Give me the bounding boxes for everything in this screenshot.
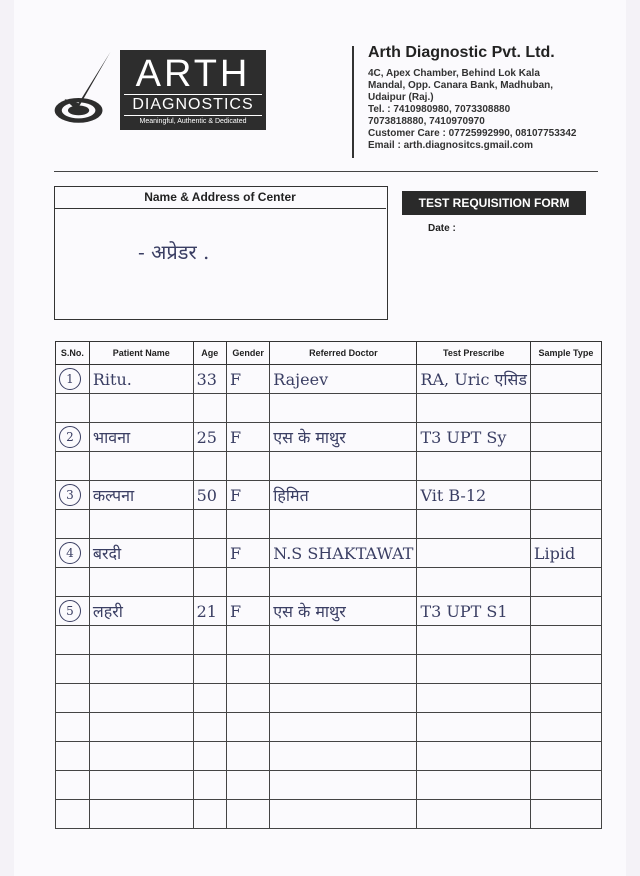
cell-doctor: [270, 510, 417, 539]
cell-test: RA, Uric एसिड: [417, 365, 530, 394]
cell-sample: [530, 655, 601, 684]
company-address: [368, 68, 577, 152]
cell-doctor: N.S SHAKTAWAT: [270, 539, 417, 568]
cell-sno: [56, 510, 90, 539]
sno-value: 4: [59, 542, 81, 564]
cell-age: [193, 800, 226, 829]
cell-name: लहरी: [89, 597, 193, 626]
cell-gender: [226, 626, 269, 655]
table-row: [56, 597, 602, 626]
cell-sno: [56, 568, 90, 597]
table-row: [56, 684, 602, 713]
col-sample-type: Sample Type: [530, 342, 601, 365]
cell-sno: [56, 597, 90, 626]
cell-sample: [530, 481, 601, 510]
table-row: [56, 568, 602, 597]
cell-test: [417, 568, 530, 597]
cell-gender: [226, 800, 269, 829]
cell-gender: [226, 742, 269, 771]
sno-value: 2: [59, 426, 81, 448]
cell-sample: [530, 771, 601, 800]
cell-gender: [226, 684, 269, 713]
cell-sample: [530, 713, 601, 742]
cell-gender: [226, 510, 269, 539]
cell-name: [89, 452, 193, 481]
cell-sno: [56, 655, 90, 684]
table-row: [56, 626, 602, 655]
cell-sno: [56, 742, 90, 771]
cell-doctor: [270, 771, 417, 800]
cell-gender: [226, 394, 269, 423]
sno-value: 5: [59, 600, 81, 622]
table-row: [56, 742, 602, 771]
cell-name: [89, 568, 193, 597]
logo-arth: ARTH: [135, 53, 251, 95]
cell-age: 25: [193, 423, 226, 452]
center-heading: Name & Address of Center: [54, 186, 386, 209]
cell-name: [89, 713, 193, 742]
cell-test: [417, 713, 530, 742]
cell-gender: [226, 568, 269, 597]
col-test-prescribe: Test Prescribe: [417, 342, 530, 365]
cell-sno: [56, 800, 90, 829]
cell-doctor: [270, 655, 417, 684]
cell-age: [193, 771, 226, 800]
cell-sample: [530, 423, 601, 452]
cell-age: [193, 452, 226, 481]
cell-test: [417, 684, 530, 713]
cell-doctor: एस के माथुर: [270, 423, 417, 452]
address-line: Udaipur (Raj.): [368, 92, 434, 103]
cell-age: 50: [193, 481, 226, 510]
cell-name: [89, 742, 193, 771]
cell-sample: Lipid: [530, 539, 601, 568]
logo-wordmark: [120, 50, 266, 130]
table-row: [56, 655, 602, 684]
cell-doctor: [270, 568, 417, 597]
cell-sample: [530, 626, 601, 655]
address-line: 4C, Apex Chamber, Behind Lok Kala: [368, 68, 540, 79]
cell-gender: F: [226, 597, 269, 626]
cell-name: [89, 771, 193, 800]
cell-name: [89, 655, 193, 684]
email-line: Email : arth.diagnositcs.gmail.com: [368, 140, 534, 151]
cell-sample: [530, 365, 601, 394]
sno-value: 3: [59, 484, 81, 506]
cell-age: [193, 394, 226, 423]
cell-name: [89, 626, 193, 655]
cell-age: 33: [193, 365, 226, 394]
cell-doctor: हिमित: [270, 481, 417, 510]
cell-doctor: [270, 394, 417, 423]
table-header-row: [56, 342, 602, 365]
cell-sno: [56, 684, 90, 713]
cell-test: T3 UPT Sy: [417, 423, 530, 452]
cell-sample: [530, 800, 601, 829]
table-row: [56, 800, 602, 829]
cell-sample: [530, 742, 601, 771]
cell-doctor: एस के माथुर: [270, 597, 417, 626]
cell-sno: [56, 365, 90, 394]
header-divider: [352, 46, 354, 158]
col-sno: S.No.: [56, 342, 90, 365]
customer-care-line: Customer Care : 07725992990, 08107753342: [368, 128, 577, 139]
cell-test: [417, 771, 530, 800]
address-line: Mandal, Opp. Canara Bank, Madhuban,: [368, 80, 554, 91]
cell-doctor: [270, 800, 417, 829]
cell-doctor: [270, 713, 417, 742]
logo-tagline: Meaningful, Authentic & Dedicated: [139, 118, 247, 125]
header-rule: [54, 171, 598, 172]
table-row: [56, 481, 602, 510]
logo-diagnostics: DIAGNOSTICS: [124, 94, 262, 116]
cell-test: Vit B-12: [417, 481, 530, 510]
cell-name: भावना: [89, 423, 193, 452]
cell-age: [193, 713, 226, 742]
cell-doctor: Rajeev: [270, 365, 417, 394]
cell-test: [417, 626, 530, 655]
cell-sno: [56, 394, 90, 423]
cell-doctor: [270, 684, 417, 713]
cell-age: [193, 539, 226, 568]
table-row: [56, 394, 602, 423]
cell-test: [417, 539, 530, 568]
cell-age: [193, 510, 226, 539]
cell-doctor: [270, 742, 417, 771]
cell-sno: [56, 626, 90, 655]
cell-sno: [56, 423, 90, 452]
col-age: Age: [193, 342, 226, 365]
cell-age: [193, 742, 226, 771]
cell-test: [417, 510, 530, 539]
company-name: Arth Diagnostic Pvt. Ltd.: [368, 44, 555, 61]
table-row: [56, 771, 602, 800]
cell-sno: [56, 713, 90, 742]
cell-test: T3 UPT S1: [417, 597, 530, 626]
phone-line: 7073818880, 7410970970: [368, 116, 485, 127]
cell-gender: F: [226, 365, 269, 394]
cell-age: 21: [193, 597, 226, 626]
cell-sample: [530, 568, 601, 597]
cell-age: [193, 626, 226, 655]
cell-gender: F: [226, 423, 269, 452]
col-gender: Gender: [226, 342, 269, 365]
col-patient-name: Patient Name: [89, 342, 193, 365]
cell-doctor: [270, 626, 417, 655]
cell-gender: [226, 655, 269, 684]
cell-age: [193, 684, 226, 713]
phone-line: Tel. : 7410980980, 7073308880: [368, 104, 511, 115]
sno-value: 1: [59, 368, 81, 390]
table-row: [56, 510, 602, 539]
col-referred-doctor: Referred Doctor: [270, 342, 417, 365]
cell-test: [417, 742, 530, 771]
cell-gender: [226, 713, 269, 742]
target-check-icon: [52, 48, 114, 132]
cell-age: [193, 655, 226, 684]
cell-test: [417, 394, 530, 423]
date-label: Date :: [428, 223, 456, 234]
cell-test: [417, 655, 530, 684]
cell-sample: [530, 510, 601, 539]
cell-gender: [226, 771, 269, 800]
cell-age: [193, 568, 226, 597]
cell-gender: F: [226, 539, 269, 568]
cell-sample: [530, 394, 601, 423]
cell-sno: [56, 539, 90, 568]
cell-name: कल्पना: [89, 481, 193, 510]
table-row: [56, 539, 602, 568]
cell-sample: [530, 684, 601, 713]
cell-name: बरदी: [89, 539, 193, 568]
cell-name: [89, 510, 193, 539]
cell-gender: [226, 452, 269, 481]
cell-name: Ritu.: [89, 365, 193, 394]
cell-gender: F: [226, 481, 269, 510]
cell-name: [89, 684, 193, 713]
cell-sno: [56, 481, 90, 510]
cell-sno: [56, 452, 90, 481]
form-title: TEST REQUISITION FORM: [402, 191, 586, 215]
table-row: [56, 452, 602, 481]
cell-name: [89, 800, 193, 829]
cell-sample: [530, 452, 601, 481]
patient-table: [55, 341, 602, 829]
table-row: [56, 365, 602, 394]
center-handwritten: - अप्रेडर .: [138, 240, 210, 264]
cell-sample: [530, 597, 601, 626]
cell-sno: [56, 771, 90, 800]
cell-doctor: [270, 452, 417, 481]
cell-name: [89, 394, 193, 423]
cell-test: [417, 800, 530, 829]
table-row: [56, 423, 602, 452]
cell-test: [417, 452, 530, 481]
table-row: [56, 713, 602, 742]
